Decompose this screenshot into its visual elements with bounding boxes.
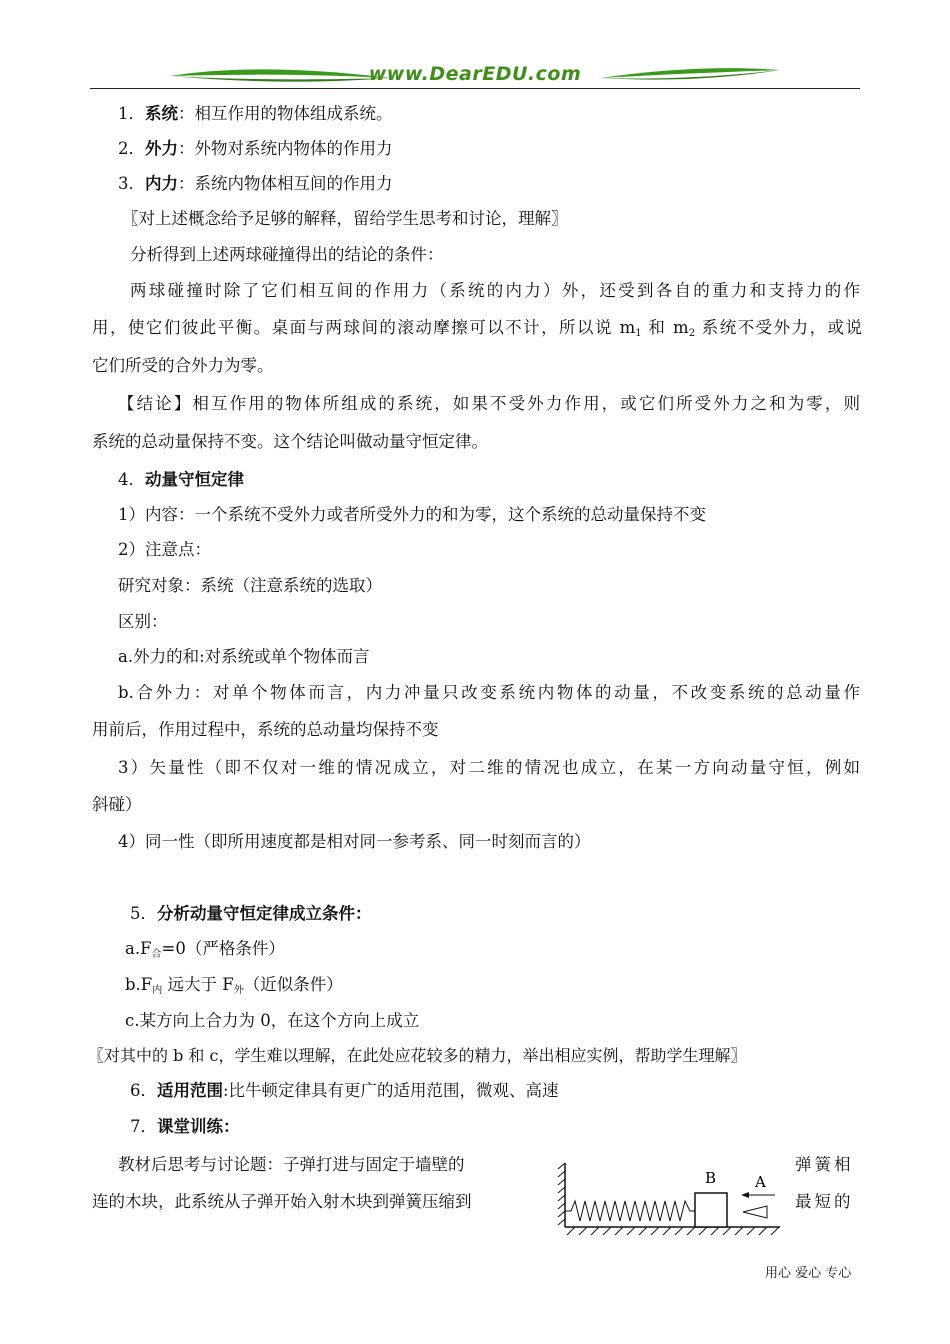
spring-block-figure: [555, 1155, 785, 1240]
para1-line2: 用，使它们彼此平衡。桌面与两球间的滚动摩擦可以不计，所以说 m1 和 m2 系统不受外力，或说: [92, 318, 862, 339]
header-rule: [90, 88, 860, 89]
label-a: A: [755, 1173, 766, 1191]
exercise-line1-right: 弹簧相: [795, 1155, 854, 1174]
item-external-force: 2．外力：外物对系统内物体的作用力: [118, 139, 393, 158]
section5-heading: 5．分析动量守恒定律成立条件：: [130, 904, 372, 923]
section4-b-line1: b.合外力：对单个物体而言，内力冲量只改变系统内物体的动量，不改变系统的总动量作: [118, 683, 860, 702]
section4-b-line2: 用前后，作用过程中，系统的总动量均保持不变: [92, 720, 439, 739]
block-b: [695, 1193, 727, 1227]
section6-scope: 6．适用范围:比牛顿定律具有更广的适用范围，微观、高速: [130, 1081, 559, 1100]
conclusion-line1: 【结论】相互作用的物体所组成的系统，如果不受外力作用，或它们所受外力之和为零，则: [118, 394, 860, 413]
wall-hatching: [558, 1163, 565, 1225]
section4-diff: 区别：: [118, 612, 168, 631]
section4-notes: 2）注意点：: [118, 540, 211, 559]
page-footer: 用心 爱心 专心: [765, 1266, 852, 1281]
section7-heading: 7．课堂训练：: [130, 1117, 240, 1136]
analysis-intro: 分析得到上述两球碰撞得出的结论的条件：: [130, 245, 444, 264]
section4-object: 研究对象：系统（注意系统的选取）: [118, 576, 382, 595]
item-system: 1．系统：相互作用的物体组成系统。: [118, 104, 393, 123]
section4-same: 4）同一性（即所用速度都是相对同一参考系、同一时刻而言的）: [118, 832, 591, 851]
conclusion-line2: 系统的总动量保持不变。这个结论叫做动量守恒定律。: [92, 432, 488, 451]
exercise-line1: 教材后思考与讨论题：子弹打进与固定于墙壁的: [118, 1155, 465, 1174]
section5-note: 〖对其中的 b 和 c，学生难以理解，在此处应花较多的精力，举出相应实例，帮助学生理解〗: [88, 1046, 747, 1065]
section4-vector-line1: 3）矢量性（即不仅对一维的情况成立，对二维的情况也成立，在某一方向动量守恒，例如: [118, 758, 860, 777]
velocity-arrowhead: [741, 1192, 749, 1198]
teaching-note: 〖对上述概念给予足够的解释，留给学生思考和讨论，理解〗: [122, 209, 568, 228]
site-header: [90, 62, 860, 90]
bullet-a: [743, 1206, 767, 1218]
para1-line3: 它们所受的合外力为零。: [92, 356, 274, 375]
site-url: www.DearEDU.com: [368, 63, 582, 85]
exercise-line2-right: 最短的: [795, 1192, 854, 1211]
section4-a: a.外力的和:对系统或单个物体而言: [118, 647, 370, 666]
section5-c: c.某方向上合力为 0，在这个方向上成立: [125, 1011, 420, 1030]
spring: [565, 1201, 695, 1221]
item-internal-force: 3．内力：系统内物体相互间的作用力: [118, 174, 393, 193]
floor-hatching: [567, 1227, 779, 1235]
section5-b: b.F内 远大于 F外（近似条件）: [125, 975, 343, 996]
section4-content: 1）内容：一个系统不受外力或者所受外力的和为零，这个系统的总动量保持不变: [118, 505, 706, 524]
exercise-line2: 连的木块，此系统从子弹开始入射木块到弹簧压缩到: [92, 1192, 472, 1211]
section5-a: a.F合=0（严格条件）: [125, 939, 285, 960]
para1-line1: 两球碰撞时除了它们相互间的作用力（系统的内力）外，还受到各自的重力和支持力的作: [130, 281, 860, 300]
section4-heading: 4．动量守恒定律: [118, 470, 244, 489]
label-b: B: [705, 1169, 717, 1187]
section4-vector-line2: 斜碰）: [92, 795, 142, 814]
